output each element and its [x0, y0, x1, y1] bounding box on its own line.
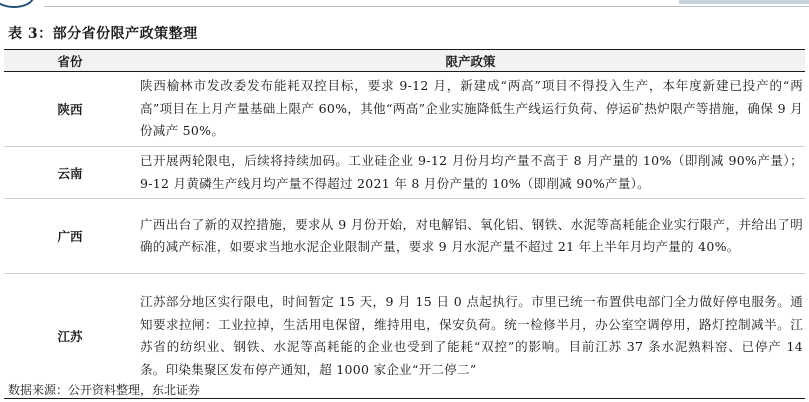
policy-cell: 已开展两轮限电，后续将持续加码。工业硅企业 9-12 月份月均产量不高于 8 月产量的 10%（即削减 90%产量）；9-12 月黄磷生产线月均产量不得超过 2021 年 8 月份产量的 10%（即削减 90%产量）。	[136, 147, 805, 199]
header-divider	[44, 6, 809, 7]
header-policy: 限产政策	[136, 50, 805, 72]
header-province: 省份	[4, 50, 136, 72]
policy-table	[4, 49, 805, 399]
table-row	[4, 72, 805, 147]
province-cell: 广西	[4, 199, 136, 274]
table-row	[4, 199, 805, 274]
table-caption: 表 3：部分省份限产政策整理	[8, 26, 198, 42]
data-source-note: 数据来源：公开资料整理，东北证券	[8, 383, 201, 397]
province-cell: 江苏	[4, 274, 136, 399]
table-header-row	[4, 50, 805, 72]
company-logo-icon	[0, 0, 34, 8]
header-accent-bar	[679, 0, 809, 4]
province-cell: 陕西	[4, 72, 136, 147]
policy-cell: 广西出台了新的双控措施，要求从 9 月份开始，对电解铝、氧化铝、钢铁、水泥等高耗能企业实行限产，并给出了明确的减产标准，如要求当地水泥企业限制产量，要求 9 月水泥产量不超过 21 年上半年月均产量的 40%。	[136, 199, 805, 274]
province-cell: 云南	[4, 147, 136, 199]
table-row	[4, 274, 805, 399]
table-row	[4, 147, 805, 199]
policy-cell: 江苏部分地区实行限电，时间暂定 15 天，9 月 15 日 0 点起执行。市里已统一布置供电部门全力做好停电服务。通知要求拉闸：工业拉掉，生活用电保留，维持用电，保安负荷。统一检修半月，办公室空调停用，路灯控制减半。江苏省的纺织业、钢铁、水泥等高耗能的企业也受到了能耗“双控”的影响。目前江苏 37 条水泥熟料窑、已停产 14 条。印染集聚区发布停产通知，超 1000 家企业“开二停二”	[136, 274, 805, 399]
policy-cell: 陕西榆林市发改委发布能耗双控目标，要求 9-12 月，新建成“两高”项目不得投入生产，本年度新建已投产的“两高”项目在上月产量基础上限产 60%，其他“两高”企业实施降低生产线运行负荷、停运矿热炉限产等措施，确保 9 月份减产 50%。	[136, 72, 805, 147]
page-header-strip	[0, 0, 809, 10]
